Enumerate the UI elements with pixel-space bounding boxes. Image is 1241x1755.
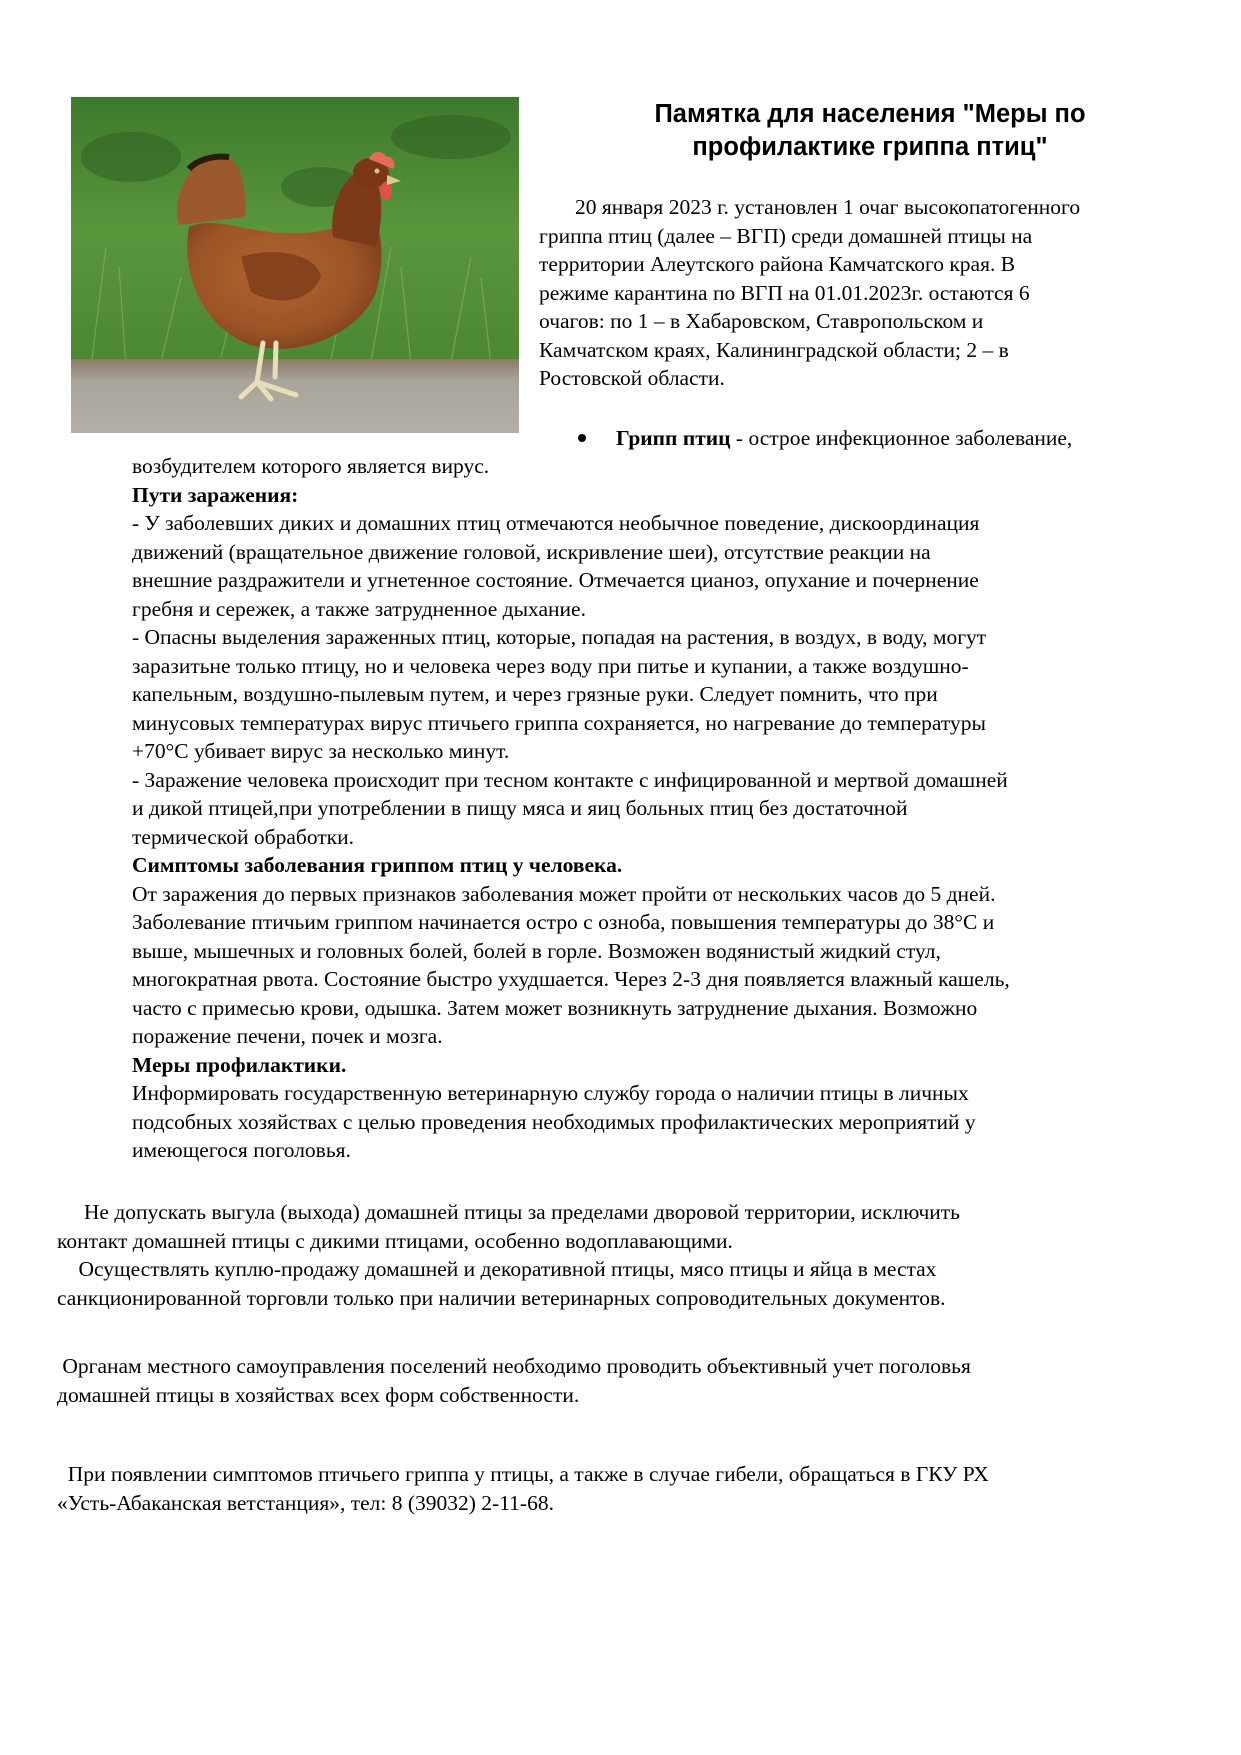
transmission-line: - У заболевших диких и домашних птиц отмечаются необычное поведение, дискоординация [132, 511, 980, 535]
local-government-line: Органам местного самоуправления поселений необходимо проводить объективный учет поголовья [57, 1354, 971, 1378]
transmission-line: минусовых температурах вирус птичьего гриппа сохраняется, но нагревание до температуры [132, 710, 986, 735]
bullet-icon [578, 434, 586, 442]
local-government-line: домашней птицы в хозяйствах всех форм собственности. [57, 1382, 580, 1407]
intro-line: Ростовской области. [539, 366, 725, 390]
contact-line: При появлении симптомов птичьего гриппа у птицы, а также в случае гибели, обращаться в ГКУ РХ [57, 1462, 989, 1486]
restrictions-line: Осуществлять куплю-продажу домашней и декоративной птицы, мясо птицы и яйца в местах [57, 1257, 937, 1281]
symptoms-line: Заболевание птичьим гриппом начинается остро с озноба, повышения температуры до 38°С и [132, 910, 995, 934]
hen-eye [375, 169, 380, 174]
transmission-line: и дикой птицей,при употреблении в пищу мяса и яиц больных птиц без достаточной [132, 796, 908, 820]
definition-term: Грипп птиц [616, 426, 731, 450]
intro-line: очагов: по 1 – в Хабаровском, Ставропольском и [539, 309, 984, 333]
prevention-line: имеющегося поголовья. [132, 1138, 351, 1162]
restrictions-line: Не допускать выгула (выхода) домашней птицы за пределами дворовой территории, исключить [57, 1200, 960, 1224]
intro-line: Камчатском краях, Калининградской области; 2 – в [539, 337, 1009, 362]
hen-photo [71, 97, 519, 433]
intro-line: территории Алеутского района Камчатского края. В [539, 252, 1016, 276]
symptoms-line: От заражения до первых признаков заболевания может пройти от нескольких часов до 5 дней. [132, 881, 996, 906]
transmission-line: внешние раздражители и угнетенное состояние. Отмечается цианоз, опухание и почернение [132, 568, 979, 592]
main-body [132, 452, 1192, 1165]
definition-continuation: возбудителем которого является вирус. [132, 454, 490, 478]
transmission-heading: Пути заражения: [132, 482, 299, 507]
restrictions-line: санкционированной торговли только при наличии ветеринарных сопроводительных документов. [57, 1285, 946, 1310]
title-line-2: профилактике гриппа птиц" [692, 133, 1048, 161]
hen-wattle [380, 182, 392, 200]
transmission-line: термической обработки. [132, 824, 355, 849]
symptoms-line: многократная рвота. Состояние быстро ухудшается. Через 2-3 дня появляется влажный кашель, [132, 967, 1010, 991]
transmission-line: капельным, воздушно-пылевым путем, и через грязные руки. Следует помнить, что при [132, 682, 938, 706]
transmission-line: +70°С убивает вирус за несколько минут. [132, 739, 510, 763]
transmission-line: движений (вращательное движение головой, искривление шеи), отсутствие реакции на [132, 539, 931, 564]
intro-line: гриппа птиц (далее – ВГП) среди домашней птицы на [539, 223, 1033, 248]
page-title [560, 98, 1180, 164]
intro-line: 20 января 2023 г. установлен 1 очаг высокопатогенного [575, 195, 1081, 219]
symptoms-line: выше, мышечных и головных болей, болей в горле. Возможен водянистый жидкий стул, [132, 938, 941, 963]
symptoms-line: поражение печени, почек и мозга. [132, 1024, 443, 1048]
transmission-line: гребня и сережек, а также затрудненное дыхание. [132, 596, 586, 621]
intro-paragraph [539, 193, 1179, 393]
symptoms-heading: Симптомы заболевания гриппом птиц у человека. [132, 853, 623, 877]
prevention-line: Информировать государственную ветеринарную службу города о наличии птицы в личных [132, 1081, 969, 1105]
transmission-line: заразитьне только птицу, но и человека через воду при питье и купании, а также воздушно- [132, 653, 969, 678]
prevention-line: подсобных хозяйствах с целью проведения необходимых профилактических мероприятий у [132, 1109, 976, 1134]
hen-illustration [71, 97, 519, 433]
definition-bullet [578, 424, 1072, 453]
prevention-heading: Меры профилактики. [132, 1052, 347, 1077]
title-line-1: Памятка для населения "Меры по [654, 100, 1086, 128]
definition-text: - острое инфекционное заболевание, [730, 426, 1073, 450]
symptoms-line: часто с примесью крови, одышка. Затем может возникнуть затруднение дыхания. Возможно [132, 995, 978, 1020]
local-government-paragraph [57, 1352, 1187, 1409]
contact-paragraph [57, 1460, 1187, 1517]
intro-line: режиме карантина по ВГП на 01.01.2023г. остаются 6 [539, 280, 1030, 305]
transmission-line: - Заражение человека происходит при тесном контакте с инфицированной и мертвой домашней [132, 767, 1008, 792]
restrictions-paragraph [57, 1198, 1187, 1312]
contact-line: «Усть-Абаканская ветстанция», тел: 8 (39032) 2-11-68. [57, 1490, 554, 1515]
restrictions-line: контакт домашней птицы с дикими птицами, особенно водоплавающими. [57, 1228, 733, 1253]
transmission-line: - Опасны выделения зараженных птиц, которые, попадая на растения, в воздух, в воду, могут [132, 625, 987, 649]
